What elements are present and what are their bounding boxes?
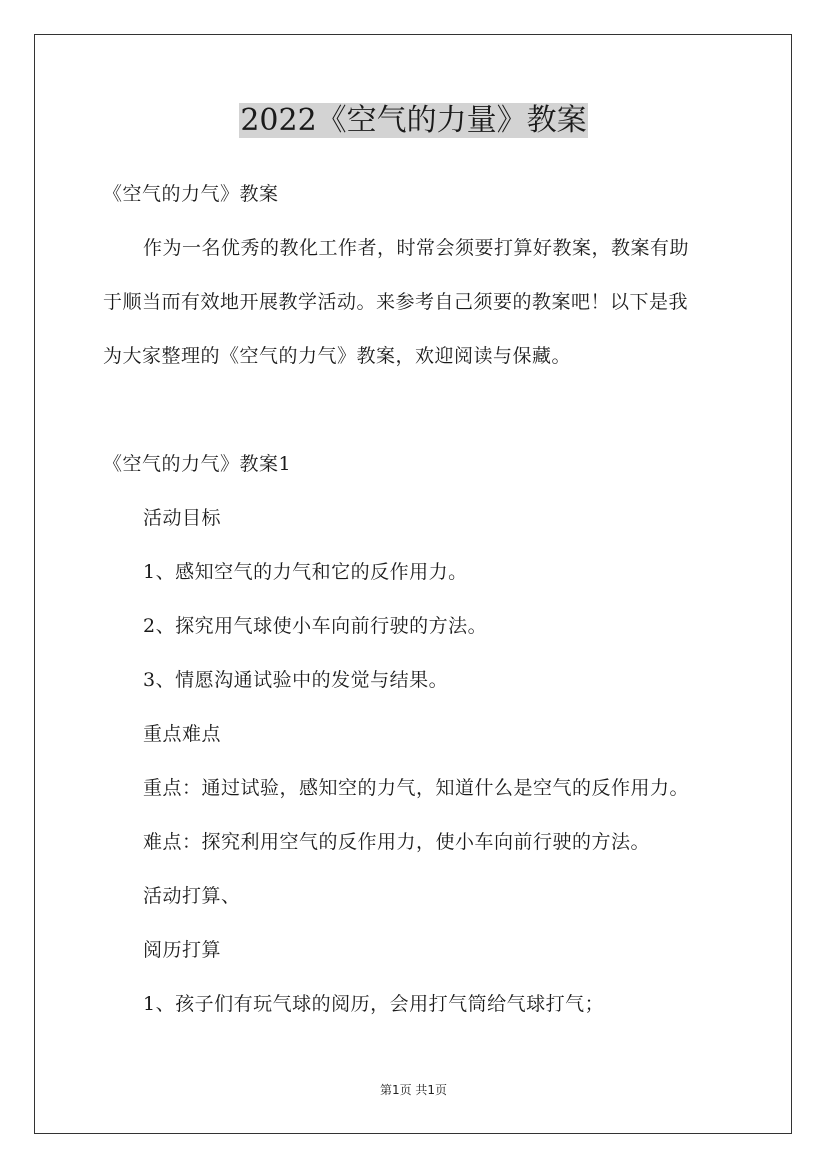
page-footer: 第1页 共1页 <box>379 1083 448 1097</box>
intro-line-3: 为大家整理的《空气的力气》教案，欢迎阅读与保藏。 <box>103 345 572 367</box>
goal-item-1: 1、感知空气的力气和它的反作用力。 <box>143 561 468 583</box>
goals-heading: 活动目标 <box>143 507 222 529</box>
intro-line-2: 于顺当而有效地开展教学活动。来参考自己须要的教案吧！以下是我 <box>103 291 689 313</box>
section-heading: 《空气的力气》教案1 <box>103 453 292 475</box>
key-heading: 重点难点 <box>143 723 222 745</box>
difficult-point: 难点：探究利用空气的反作用力，使小车向前行驶的方法。 <box>143 831 651 853</box>
goal-item-3: 3、情愿沟通试验中的发觉与结果。 <box>143 669 449 691</box>
intro-line-1: 作为一名优秀的教化工作者，时常会须要打算好教案，教案有助 <box>143 237 690 259</box>
document-title-text: 2022《空气的力量》教案 <box>240 103 587 138</box>
experience-heading: 阅历打算 <box>143 939 222 961</box>
document-title <box>0 100 827 141</box>
experience-item-1: 1、孩子们有玩气球的阅历，会用打气筒给气球打气； <box>143 993 605 1015</box>
key-point: 重点：通过试验，感知空的力气，知道什么是空气的反作用力。 <box>143 777 690 799</box>
subtitle: 《空气的力气》教案 <box>103 183 279 205</box>
goal-item-2: 2、探究用气球使小车向前行驶的方法。 <box>143 615 488 637</box>
prep-heading: 活动打算、 <box>143 885 241 907</box>
